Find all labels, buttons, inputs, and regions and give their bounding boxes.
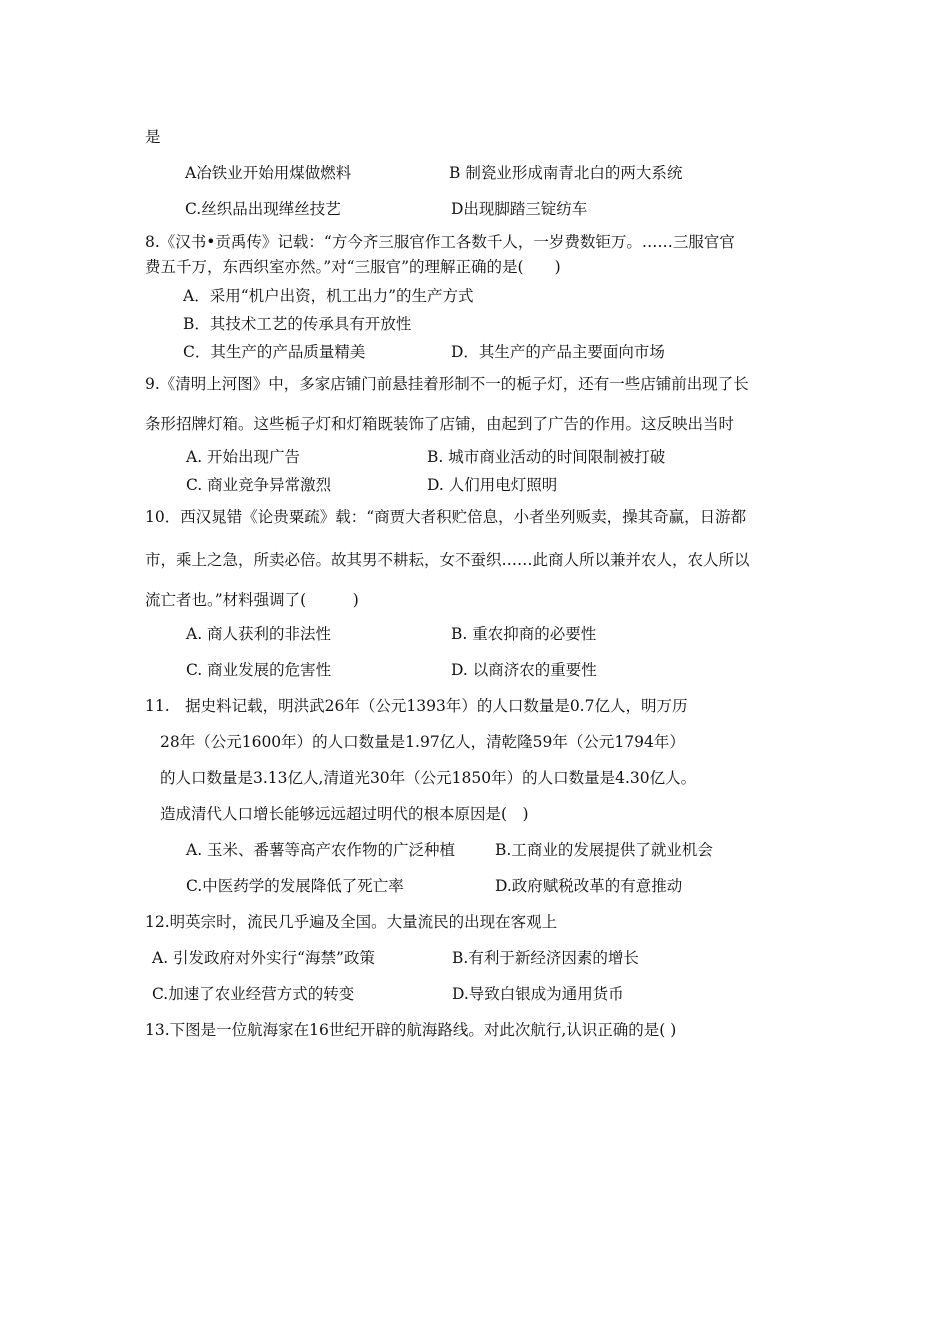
question-11-stem: 11. 据史料记载，明洪武26年（公元1393年）的人口数量是0.7亿人，明万历 — [145, 697, 688, 715]
question-10-stem: 市，乘上之急，所卖必倍。故其男不耕耘，女不蚕织……此商人所以兼并农人，农人所以 — [145, 551, 750, 569]
question-10-stem: 10．西汉晁错《论贵粟疏》载：“商贾大者积贮倍息，小者坐列贩卖，操其奇赢，日游都 — [145, 508, 747, 526]
option-c: C.丝织品出现缂丝技艺 — [185, 200, 341, 218]
option-c: C. 商业竞争异常激烈 — [186, 476, 332, 494]
option-b: B.有利于新经济因素的增长 — [452, 949, 639, 967]
option-a: A. 玉米、番薯等高产农作物的广泛种植 — [186, 841, 456, 859]
option-d: D.政府赋税改革的有意推动 — [495, 877, 683, 895]
option-b: B 制瓷业形成南青北白的两大系统 — [449, 164, 683, 182]
question-12-stem: 12.明英宗时，流民几乎遍及全国。大量流民的出现在客观上 — [145, 913, 558, 931]
option-c: C. 商业发展的危害性 — [186, 661, 332, 679]
question-9-stem: 条形招牌灯箱。这些栀子灯和灯箱既装饰了店铺，由起到了广告的作用。这反映出当时 — [145, 415, 735, 433]
question-11-stem: 28年（公元1600年）的人口数量是1.97亿人，清乾隆59年（公元1794年） — [160, 733, 685, 751]
question-13-stem: 13.下图是一位航海家在16世纪开辟的航海路线。对此次航行,认识正确的是( ) — [145, 1021, 677, 1039]
question-11-stem: 的人口数量是3.13亿人,清道光30年（公元1850年）的人口数量是4.30亿人。 — [160, 769, 697, 787]
option-d: D出现脚踏三锭纺车 — [451, 200, 588, 218]
option-b: B. 重农抑商的必要性 — [451, 625, 597, 643]
option-a: A. 引发政府对外实行“海禁”政策 — [152, 949, 375, 967]
option-d: D．其生产的产品主要面向市场 — [451, 343, 665, 361]
question-9-stem: 9.《清明上河图》中，多家店铺门前悬挂着形制不一的栀子灯，还有一些店铺前出现了长 — [145, 375, 749, 393]
option-a: A. 商人获利的非法性 — [186, 625, 332, 643]
question-10-stem: 流亡者也。”材料强调了( ) — [145, 591, 359, 609]
option-d: D.导致白银成为通用货币 — [452, 985, 624, 1003]
option-c: C.加速了农业经营方式的转变 — [152, 985, 355, 1003]
question-11-stem: 造成清代人口增长能够远远超过明代的根本原因是( ) — [160, 805, 529, 823]
option-a: A冶铁业开始用煤做燃料 — [185, 164, 352, 182]
option-a: A. 开始出现广告 — [186, 448, 301, 466]
option-c: C.中医药学的发展降低了死亡率 — [186, 877, 404, 895]
option-a: A．采用“机户出资，机工出力”的生产方式 — [183, 287, 474, 305]
option-d: D. 以商济农的重要性 — [451, 661, 597, 679]
option-c: C．其生产的产品质量精美 — [183, 343, 366, 361]
question-8-stem: 8.《汉书•贡禹传》记载：“方今齐三服官作工各数千人，一岁费数钜万。……三服官官 — [145, 233, 735, 251]
option-b: B．其技术工艺的传承具有开放性 — [183, 315, 412, 333]
option-d: D. 人们用电灯照明 — [427, 476, 558, 494]
option-b: B. 城市商业活动的时间限制被打破 — [427, 448, 666, 466]
question-8-stem: 费五千万，东西织室亦然。”对“三服官”的理解正确的是( ) — [145, 258, 561, 276]
option-b: B.工商业的发展提供了就业机会 — [495, 841, 713, 859]
text-line: 是 — [145, 128, 161, 146]
